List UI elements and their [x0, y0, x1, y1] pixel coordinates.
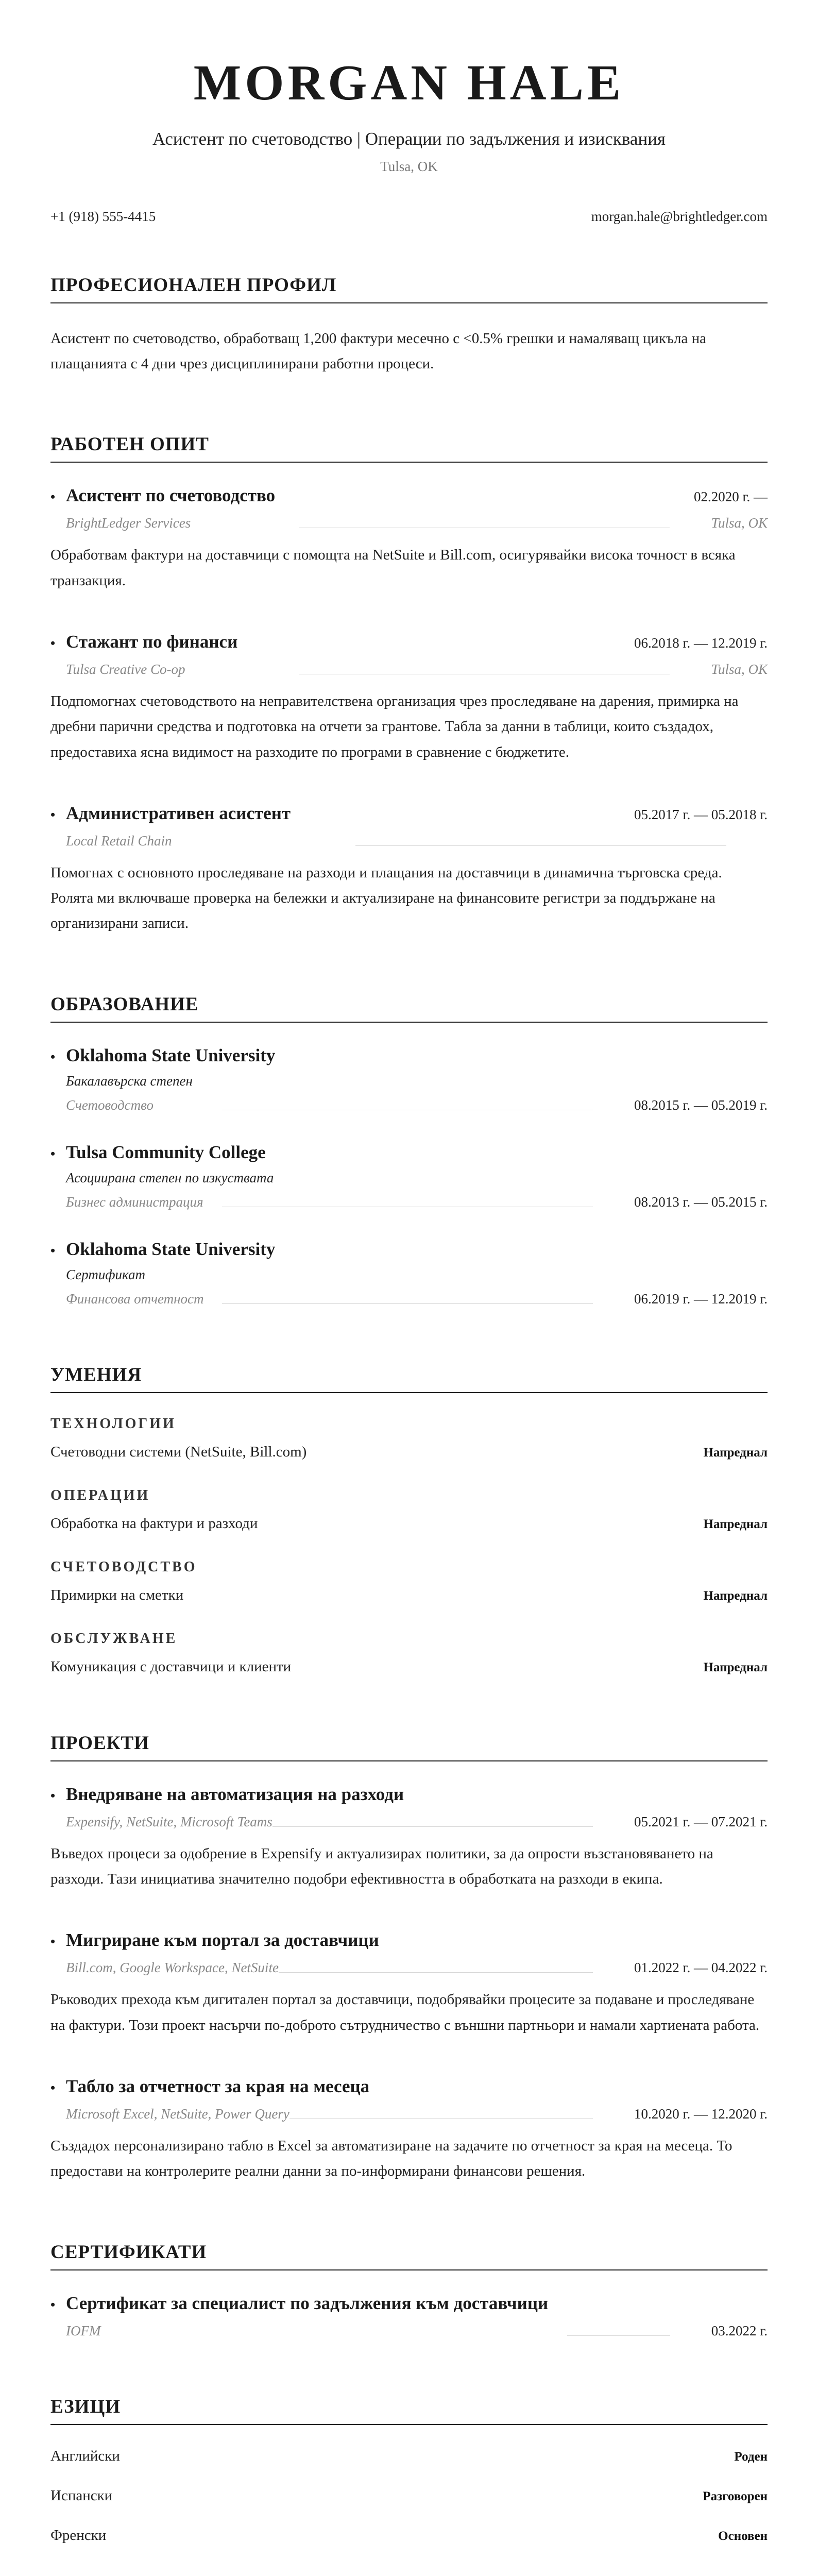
project-dates: 01.2022 г. — 04.2022 г. — [634, 1960, 768, 1976]
degree-name: Асоциирана степен по изкуствата — [66, 1170, 274, 1185]
project-entry — [50, 2076, 768, 2184]
certification-entry — [50, 2293, 768, 2339]
skill-category-title: СЧЕТОВОДСТВО — [50, 1558, 197, 1575]
job-description: Подпомогнах счетоводството на неправителствена организация чрез проследяване на дарения, примирка на дребни парични средства и подготовка на отчети за грантове. Табла за данни в таблици, които създадох, предоставиха ясна видимост на разходите по програми в сравнение с бюджетите. — [50, 692, 739, 760]
bullet-icon: • — [50, 1934, 56, 1950]
degree-name: Бакалавърска степен — [66, 1073, 193, 1089]
certifications-section — [50, 2241, 768, 2339]
language-row — [50, 2527, 768, 2544]
project-description: Създадох персонализирано табло в Excel за автоматизиране на задачите по отчетност за края на месеца. То предостави на контролерите реални данни за по-информирани финансови решения. — [50, 2137, 732, 2180]
divider — [567, 2335, 670, 2336]
divider — [272, 1826, 593, 1827]
job-description: Обработвам фактури на доставчици с помощта на NetSuite и Bill.com, осигурявайки висока точност в всяка транзакция. — [50, 547, 736, 589]
project-dates: 05.2021 г. — 07.2021 г. — [634, 1814, 768, 1829]
divider — [355, 845, 726, 846]
bullet-icon: • — [50, 635, 56, 651]
experience-entry — [50, 632, 768, 765]
experience-section — [50, 433, 768, 936]
company-name: BrightLedger Services — [66, 515, 191, 531]
education-entry — [50, 1142, 768, 1210]
project-description: Въведох процеси за одобрение в Expensify и актуализирах политики, за да опрости възстановяването на разходи. Тази инициатива значително подобри ефективността в обработката на разходи в екипа. — [50, 1845, 713, 1888]
education-dates: 06.2019 г. — 12.2019 г. — [634, 1291, 768, 1307]
experience-entry — [50, 485, 768, 594]
project-name: Табло за отчетност за края на месеца — [66, 2076, 370, 2096]
email-address[interactable]: morgan.hale@brightledger.com — [591, 208, 768, 224]
profile-text: Асистент по счетоводство, обработващ 1,200 фактури месечно с <0.5% грешки и намаляващ цикъла на плащанията с 4 дни чрез дисциплинирани работни процеси. — [50, 330, 706, 372]
project-name: Мигриране към портал за доставчици — [66, 1930, 379, 1951]
candidate-name: MORGAN HALE — [193, 55, 625, 111]
bullet-icon: • — [50, 1243, 56, 1258]
project-entry — [50, 1784, 768, 1892]
job-dates: 06.2018 г. — 12.2019 г. — [634, 635, 768, 651]
company-name: Local Retail Chain — [66, 833, 172, 849]
language-row — [50, 2448, 768, 2465]
project-name: Внедряване на автоматизация на разходи — [66, 1784, 404, 1804]
education-section — [50, 993, 768, 1307]
field-of-study: Счетоводство — [66, 1097, 154, 1113]
skill-category-title: ОПЕРАЦИИ — [50, 1487, 150, 1503]
skill-level: Напреднал — [703, 1445, 768, 1460]
project-dates: 10.2020 г. — 12.2020 г. — [634, 2106, 768, 2122]
skill-name: Комуникация с доставчици и клиенти — [50, 1658, 292, 1675]
degree-name: Сертификат — [66, 1266, 145, 1282]
profile-section — [50, 274, 768, 377]
certification-name: Сертификат за специалист по задължения към доставчици — [66, 2293, 549, 2313]
divider — [279, 1972, 593, 1973]
skill-category-title: ТЕХНОЛОГИИ — [50, 1415, 176, 1432]
skill-category — [50, 1559, 768, 1604]
bullet-icon: • — [50, 1146, 56, 1161]
bullet-icon: • — [50, 2297, 56, 2312]
education-entry — [50, 1239, 768, 1307]
section-title: ЕЗИЦИ — [50, 2396, 768, 2425]
skill-category — [50, 1416, 768, 1461]
education-dates: 08.2015 г. — 05.2019 г. — [634, 1097, 768, 1113]
project-tools: Microsoft Excel, NetSuite, Power Query — [66, 2106, 289, 2122]
section-title: ОБРАЗОВАНИЕ — [50, 993, 768, 1023]
bullet-icon: • — [50, 807, 56, 822]
bullet-icon: • — [50, 489, 56, 505]
education-entry — [50, 1045, 768, 1113]
language-level: Роден — [734, 2449, 768, 2464]
job-role: Административен асистент — [66, 803, 291, 823]
language-level: Основен — [718, 2529, 768, 2543]
bullet-icon: • — [50, 1049, 56, 1064]
skill-category-title: ОБСЛУЖВАНЕ — [50, 1630, 178, 1647]
certification-date: 03.2022 г. — [711, 2323, 768, 2338]
language-name: Испански — [50, 2487, 113, 2504]
job-dates: 02.2020 г. — — [693, 489, 768, 505]
skill-category — [50, 1631, 768, 1675]
section-title: ПРОФЕСИОНАЛЕН ПРОФИЛ — [50, 274, 768, 303]
bullet-icon: • — [50, 2080, 56, 2095]
project-description: Ръководих прехода към дигитален портал за доставчици, подобрявайки процесите за подаване и проследяване на фактури. Този проект насърчи по-доброто сътрудничество с външни партньори и намали хартиената работа. — [50, 1991, 760, 2033]
phone-number[interactable]: +1 (918) 555-4415 — [50, 208, 156, 224]
education-dates: 08.2013 г. — 05.2015 г. — [634, 1194, 768, 1210]
skills-section — [50, 1364, 768, 1675]
section-title: УМЕНИЯ — [50, 1364, 768, 1393]
skill-name: Обработка на фактури и разходи — [50, 1515, 258, 1532]
field-of-study: Бизнес администрация — [66, 1194, 203, 1210]
language-name: Френски — [50, 2527, 107, 2544]
project-tools: Bill.com, Google Workspace, NetSuite — [66, 1960, 279, 1976]
language-name: Английски — [50, 2447, 120, 2464]
bullet-icon: • — [50, 1788, 56, 1803]
candidate-location: Tulsa, OK — [380, 158, 438, 174]
language-level: Разговорен — [703, 2489, 768, 2503]
skill-level: Напреднал — [703, 1517, 768, 1531]
school-name: Tulsa Community College — [66, 1142, 266, 1162]
section-title: РАБОТЕН ОПИТ — [50, 433, 768, 463]
projects-section — [50, 1732, 768, 2184]
section-title: ПРОЕКТИ — [50, 1732, 768, 1761]
section-title: СЕРТИФИКАТИ — [50, 2241, 768, 2270]
language-row — [50, 2487, 768, 2504]
school-name: Oklahoma State University — [66, 1239, 276, 1259]
languages-section — [50, 2396, 768, 2544]
job-role: Стажант по финанси — [66, 631, 238, 652]
job-dates: 05.2017 г. — 05.2018 г. — [634, 806, 768, 822]
project-tools: Expensify, NetSuite, Microsoft Teams — [66, 1814, 272, 1829]
job-location: Tulsa, OK — [711, 661, 768, 677]
project-entry — [50, 1930, 768, 2038]
job-description: Помогнах с основното проследяване на разходи и плащания на доставчици в динамична търговска среда. Ролята ми включваше проверка на бележки и актуализиране на финансовите регистри за поддържане на организирани записи. — [50, 864, 722, 932]
skill-name: Примирки на сметки — [50, 1586, 184, 1603]
company-name: Tulsa Creative Co-op — [66, 661, 185, 677]
skill-level: Напреднал — [703, 1660, 768, 1674]
skill-name: Счетоводни системи (NetSuite, Bill.com) — [50, 1443, 307, 1460]
field-of-study: Финансова отчетност — [66, 1291, 204, 1307]
candidate-headline: Асистент по счетоводство | Операции по задължения и изисквания — [152, 128, 666, 149]
job-role: Асистент по счетоводство — [66, 485, 276, 506]
skill-level: Напреднал — [703, 1588, 768, 1603]
school-name: Oklahoma State University — [66, 1045, 276, 1065]
certification-issuer: IOFM — [66, 2323, 101, 2338]
contact-row — [50, 209, 768, 225]
job-location: Tulsa, OK — [711, 515, 768, 531]
experience-entry — [50, 803, 768, 937]
skill-category — [50, 1487, 768, 1532]
resume-header — [50, 56, 768, 225]
divider — [222, 1303, 593, 1304]
